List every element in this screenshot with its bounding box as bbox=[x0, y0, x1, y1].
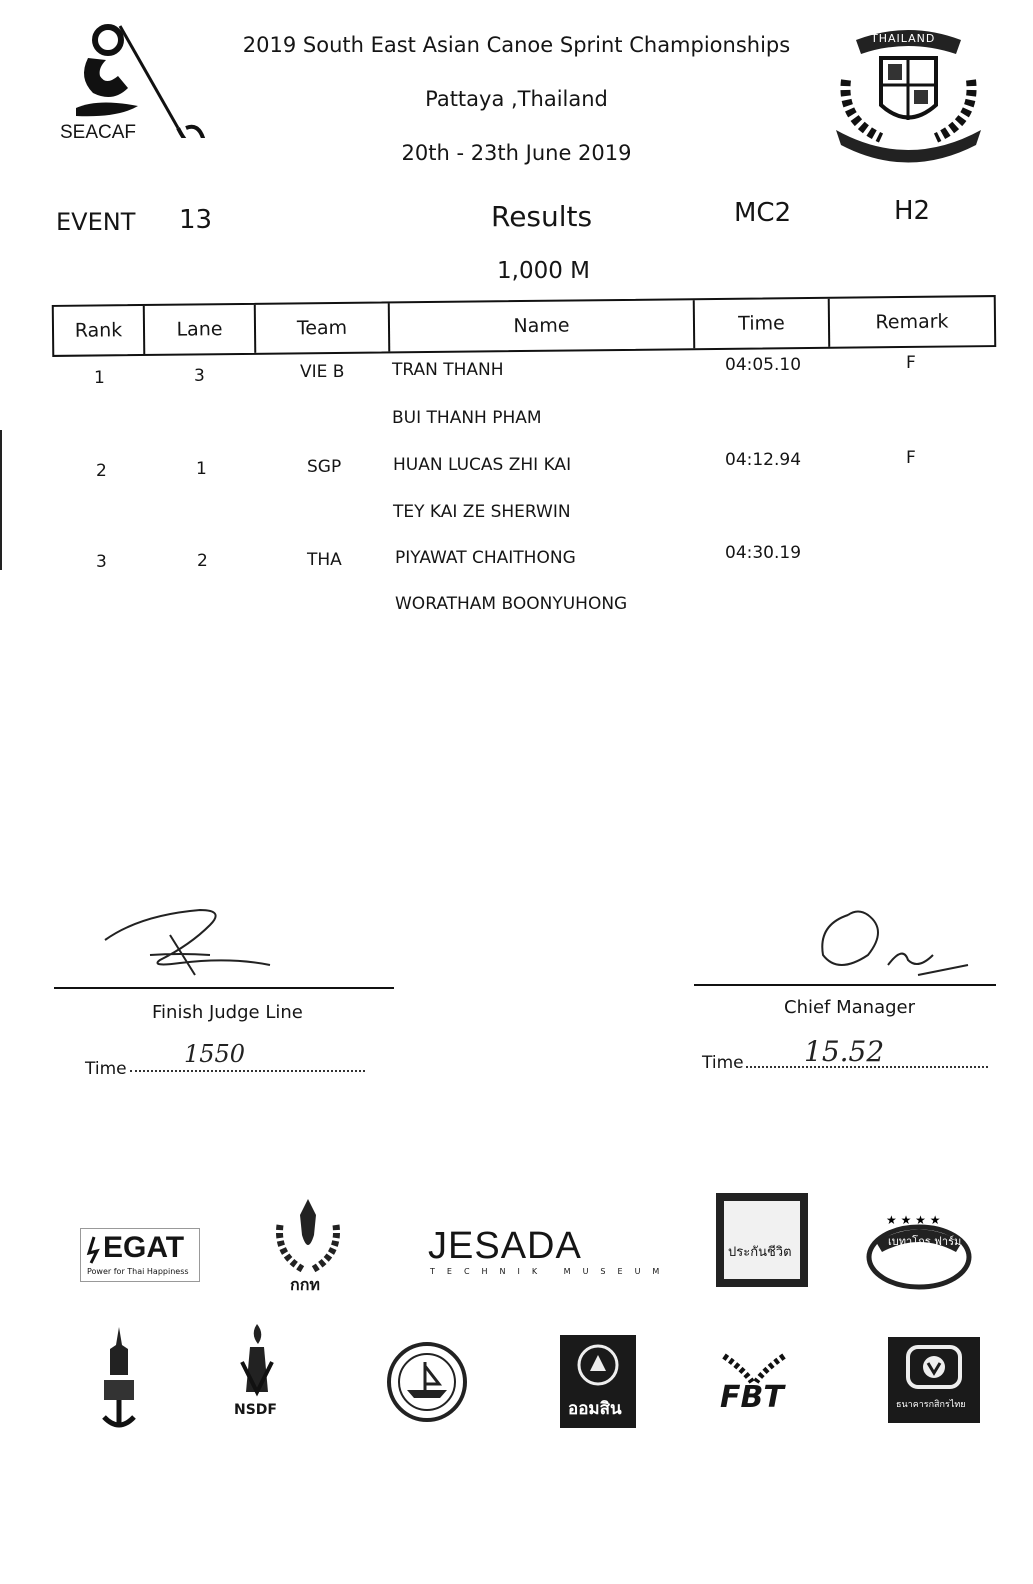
chief-manager-signature-line bbox=[694, 984, 996, 986]
finish-judge-time-dots bbox=[130, 1070, 365, 1072]
event-category: MC2 bbox=[734, 198, 792, 228]
finish-judge-time-value: 1550 bbox=[184, 1040, 246, 1068]
championship-title: 2019 South East Asian Canoe Sprint Championships bbox=[242, 33, 791, 57]
row-remark: F bbox=[906, 448, 916, 468]
nsdf-logo bbox=[220, 1322, 294, 1434]
chief-manager-label: Chief Manager bbox=[784, 997, 916, 1018]
farm-text: เบทาโกร ฟาร์ม bbox=[888, 1235, 962, 1248]
row-name-2: WORATHAM BOONYUHONG bbox=[395, 594, 628, 614]
chief-manager-time-value: 15.52 bbox=[804, 1035, 885, 1068]
kbank-emblem-icon bbox=[906, 1345, 962, 1389]
championship-dates: 20th - 23th June 2019 bbox=[401, 141, 632, 165]
row-rank: 2 bbox=[96, 461, 107, 481]
header-time: Time bbox=[695, 299, 830, 348]
egat-logo bbox=[80, 1228, 200, 1282]
navy-logo bbox=[92, 1325, 146, 1433]
jesada-logo bbox=[428, 1225, 672, 1280]
event-heat: H2 bbox=[894, 196, 931, 226]
row-lane: 1 bbox=[196, 459, 207, 479]
row-team: THA bbox=[307, 550, 342, 570]
event-number: 13 bbox=[179, 205, 213, 235]
egat-tagline: Power for Thai Happiness bbox=[87, 1267, 189, 1276]
row-name-2: BUI THANH PHAM bbox=[392, 408, 542, 428]
header-team: Team bbox=[256, 303, 390, 352]
row-time: 04:05.10 bbox=[725, 355, 802, 375]
kbank-logo bbox=[888, 1337, 980, 1423]
row-time: 04:30.19 bbox=[725, 543, 802, 563]
row-name-1: HUAN LUCAS ZHI KAI bbox=[393, 455, 572, 475]
fbt-text: FBT bbox=[720, 1380, 784, 1415]
row-lane: 3 bbox=[194, 366, 205, 386]
chief-manager-time-label: Time bbox=[702, 1053, 744, 1073]
scan-edge-mark bbox=[0, 430, 2, 570]
gsb-logo bbox=[560, 1335, 636, 1428]
sat-emblem-icon bbox=[268, 1195, 348, 1277]
insurance-logo bbox=[716, 1193, 808, 1287]
finish-judge-signature-line bbox=[54, 987, 394, 989]
finish-judge-signature bbox=[100, 905, 280, 980]
sat-logo bbox=[268, 1195, 348, 1295]
row-name-2: TEY KAI ZE SHERWIN bbox=[393, 502, 571, 522]
port-authority-seal-icon bbox=[385, 1340, 469, 1424]
farm-logo bbox=[866, 1212, 972, 1292]
gsb-text: ออมสิน bbox=[568, 1399, 622, 1419]
championship-location: Pattaya ,Thailand bbox=[425, 87, 608, 111]
row-name-1: TRAN THANH bbox=[392, 360, 504, 380]
row-time: 04:12.94 bbox=[725, 450, 802, 470]
chief-manager-signature bbox=[808, 900, 978, 985]
row-team: VIE B bbox=[300, 362, 345, 382]
nsdf-text: NSDF bbox=[234, 1402, 277, 1418]
egat-emblem-icon bbox=[85, 1235, 103, 1265]
jesada-subtitle: TECHNIK MUSEUM bbox=[430, 1267, 672, 1276]
row-lane: 2 bbox=[197, 551, 208, 571]
sat-text: กกท bbox=[290, 1275, 320, 1294]
fbt-laurel-icon bbox=[714, 1350, 794, 1384]
row-remark: F bbox=[906, 353, 916, 373]
row-team: SGP bbox=[307, 457, 342, 477]
finish-judge-label: Finish Judge Line bbox=[152, 1002, 303, 1023]
insurance-text: ประกันชีวิต bbox=[728, 1245, 792, 1260]
farm-emblem-icon bbox=[866, 1212, 972, 1292]
svg-text:★ ★ ★ ★: ★ ★ ★ ★ bbox=[886, 1213, 941, 1227]
row-rank: 3 bbox=[96, 552, 107, 572]
header-name: Name bbox=[390, 300, 695, 351]
port-authority-logo bbox=[385, 1340, 469, 1424]
event-label: EVENT bbox=[56, 208, 136, 236]
crest-ribbon-text: THAILAND bbox=[871, 32, 936, 45]
egat-name: EGAT bbox=[103, 1231, 185, 1264]
header-rank: Rank bbox=[54, 306, 145, 355]
header-lane: Lane bbox=[145, 305, 256, 354]
results-label: Results bbox=[491, 200, 593, 233]
jesada-name: JESADA bbox=[428, 1225, 582, 1267]
finish-judge-time-label: Time bbox=[85, 1059, 127, 1079]
results-table-header bbox=[52, 295, 996, 357]
seacaf-logo-text: SEACAF bbox=[60, 122, 137, 143]
event-distance: 1,000 M bbox=[497, 258, 590, 284]
nsdf-torch-icon bbox=[220, 1322, 294, 1402]
row-rank: 1 bbox=[94, 368, 105, 388]
fbt-logo bbox=[714, 1350, 794, 1420]
header-remark: Remark bbox=[875, 310, 949, 334]
navy-emblem-icon bbox=[92, 1325, 146, 1433]
kbank-text: ธนาคารกสิกรไทย bbox=[896, 1400, 966, 1410]
row-name-1: PIYAWAT CHAITHONG bbox=[395, 548, 576, 568]
gsb-emblem-icon bbox=[576, 1343, 620, 1387]
